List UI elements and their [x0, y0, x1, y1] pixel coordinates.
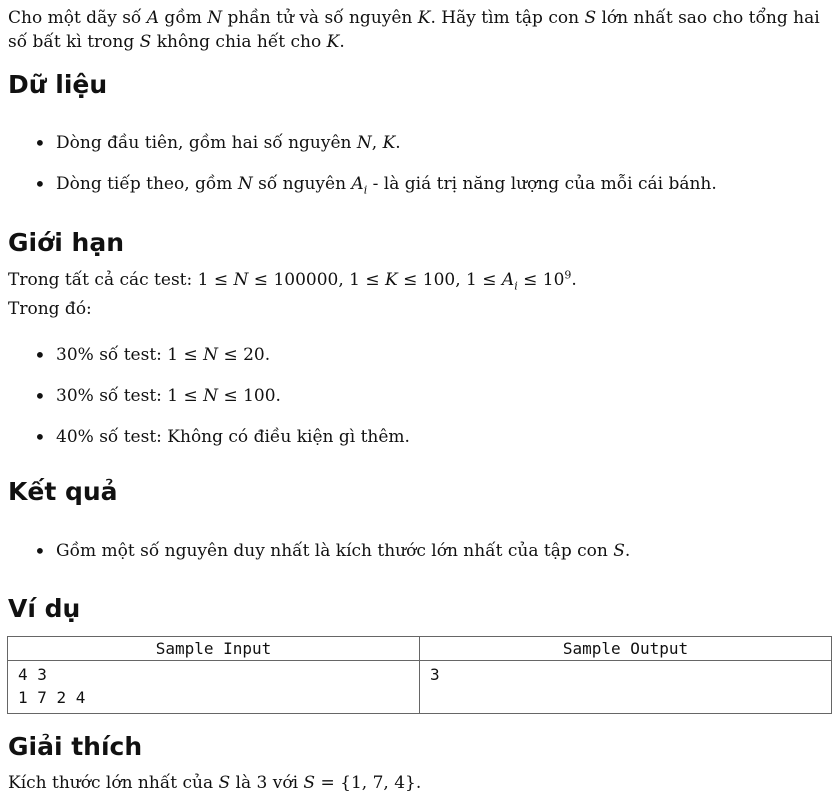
constraints-line [8, 268, 577, 292]
text: . [624, 541, 631, 561]
text: . Hãy tìm tập con [430, 8, 585, 28]
math-var: K [417, 8, 431, 28]
text: - là giá trị năng lượng của mỗi cái bánh. [367, 174, 717, 194]
text: ≤ 20. [218, 345, 271, 365]
text: gồm [159, 8, 208, 28]
text: là 3 với [230, 773, 304, 793]
input-list [0, 131, 717, 213]
text: Dòng tiếp theo, gồm [56, 174, 238, 194]
list-item [0, 539, 630, 580]
list-item [0, 384, 410, 425]
sample-table [7, 636, 832, 714]
list-item [0, 425, 410, 466]
text: phần tử và số nguyên [222, 8, 418, 28]
text: không chia hết cho [151, 32, 327, 52]
constraints-note: Trong đó: [8, 299, 92, 319]
sample-output-header: Sample Output [420, 637, 832, 661]
sample-output-cell: 3 [420, 661, 832, 714]
output-list [0, 539, 630, 580]
heading-constraints: Giới hạn [8, 228, 125, 257]
math-var: S [139, 32, 152, 52]
math-var: S [218, 773, 231, 793]
math-var: N [207, 8, 223, 28]
text: 40% số test: Không có điều kiện gì thêm. [56, 427, 410, 447]
text: 30% số test: 1 ≤ [56, 386, 204, 406]
text: số bất kì trong [8, 32, 140, 52]
table-row [8, 661, 832, 714]
text: lớn nhất sao cho tổng hai [596, 8, 820, 28]
subtask-list [0, 343, 410, 466]
heading-explanation: Giải thích [8, 732, 143, 761]
text: ≤ 100. [218, 386, 281, 406]
table-header-row [8, 637, 832, 661]
math-var: N [237, 174, 253, 194]
text: . [395, 133, 401, 153]
text: . [339, 32, 345, 52]
list-item [0, 172, 717, 213]
math-var: S [303, 773, 316, 793]
heading-example: Ví dụ [8, 594, 81, 623]
explanation-line [8, 771, 421, 795]
heading-output: Kết quả [8, 477, 118, 506]
text: Cho một dãy số [8, 8, 147, 28]
math-var: K [385, 270, 398, 290]
heading-input: Dữ liệu [8, 70, 108, 99]
math-var: A [501, 270, 515, 290]
text: . [571, 270, 577, 290]
subscript: i [514, 279, 518, 293]
math-var: K [326, 32, 340, 52]
math-var: N [356, 133, 372, 153]
math-var: N [233, 270, 249, 290]
math-var: S [613, 541, 625, 561]
text: ≤ 100, 1 ≤ [397, 270, 502, 290]
text: Dòng đầu tiên, gồm hai số nguyên [56, 133, 357, 153]
text: 30% số test: 1 ≤ [56, 345, 204, 365]
text: Gồm một số nguyên duy nhất là kích thước lớn nhất của tập con [56, 541, 614, 561]
math-var: A [146, 8, 160, 28]
list-item [0, 131, 717, 172]
text: = {1, 7, 4}. [315, 773, 422, 793]
superscript: 9 [564, 268, 572, 282]
math-var: S [584, 8, 597, 28]
text: ≤ 10 [517, 270, 565, 290]
text: Trong tất cả các test: 1 ≤ [8, 270, 234, 290]
sample-input-header: Sample Input [8, 637, 420, 661]
math-var: N [203, 386, 219, 406]
text: số nguyên [252, 174, 352, 194]
math-var: K [382, 133, 396, 153]
sample-input-cell: 4 3 1 7 2 4 [8, 661, 420, 714]
statement-line-2 [8, 30, 345, 54]
list-item [0, 343, 410, 384]
math-var: N [203, 345, 219, 365]
subscript: i [363, 183, 368, 197]
text: , [371, 133, 383, 153]
text: ≤ 100000, 1 ≤ [248, 270, 386, 290]
text: Kích thước lớn nhất của [8, 773, 219, 793]
math-var: A [351, 174, 364, 194]
statement-line-1 [8, 6, 820, 30]
